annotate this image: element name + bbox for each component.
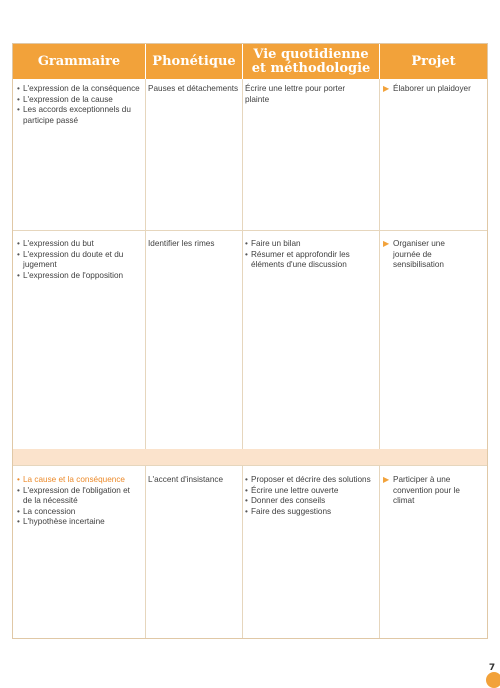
projet-text: Élaborer un plaidoyer: [393, 84, 471, 93]
list-item: • La concession: [17, 507, 141, 518]
column-divider: [242, 79, 243, 638]
table-header: [13, 44, 487, 79]
header-grammaire: Grammaire: [37, 53, 121, 69]
list-item: • Faire des suggestions: [245, 507, 377, 518]
projet-text: Participer à une convention pour le climat: [393, 475, 460, 505]
header-vie-quotidienne: Vie quotidienne et méthodologie: [251, 46, 371, 76]
row3-phonetique: L'accent d'insistance: [148, 475, 224, 484]
list-item: • Donner des conseils: [245, 496, 377, 507]
row3-projet: [383, 475, 471, 507]
list-item: • Résumer et approfondir les éléments d'une discussion: [245, 250, 365, 271]
row1-projet: [383, 84, 485, 95]
row2-grammaire: [17, 239, 139, 281]
row1-phonetique: Pauses et détachements: [148, 84, 239, 93]
projet-text: Organiser une journée de sensibilisation: [393, 239, 445, 269]
row2-vie-quotidienne: [245, 239, 365, 271]
list-item: • L'expression du doute et du jugement: [17, 250, 139, 271]
curriculum-table: [12, 43, 488, 639]
row3-grammaire: [17, 475, 141, 528]
triangle-bullet-icon: ▶: [383, 475, 390, 484]
header-projet: Projet: [411, 53, 456, 69]
header-phonetique: Phonétique: [152, 53, 236, 69]
row-divider: [13, 465, 487, 466]
column-divider: [145, 79, 146, 638]
list-item: • L'expression de la cause: [17, 95, 143, 106]
list-item-highlight: • La cause et la conséquence: [17, 475, 141, 486]
list-item: • L'expression de l'opposition: [17, 271, 139, 282]
list-item: • L'expression de la conséquence: [17, 84, 143, 95]
row2-phonetique: Identifier les rimes: [148, 239, 215, 248]
page-number: 7: [488, 663, 496, 673]
list-item: • Écrire une lettre ouverte: [245, 486, 377, 497]
list-item: • L'expression du but: [17, 239, 139, 250]
triangle-bullet-icon: ▶: [383, 239, 390, 248]
list-item: • Proposer et décrire des solutions: [245, 475, 377, 486]
column-divider: [379, 79, 380, 638]
row2-projet: [383, 239, 463, 271]
row3-vie-quotidienne: [245, 475, 377, 517]
triangle-bullet-icon: ▶: [383, 84, 390, 93]
row-divider: [13, 230, 487, 231]
list-item: • L'expression de l'obligation et de la nécessité: [17, 486, 141, 507]
row1-vie-quotidienne: Écrire une lettre pour porter plainte: [245, 84, 346, 104]
row1-grammaire: [17, 84, 143, 126]
list-item: • L'hypothèse incertaine: [17, 517, 141, 528]
list-item: • Faire un bilan: [245, 239, 365, 250]
list-item: • Les accords exceptionnels du participe passé: [17, 105, 143, 126]
section-band: [13, 449, 487, 465]
